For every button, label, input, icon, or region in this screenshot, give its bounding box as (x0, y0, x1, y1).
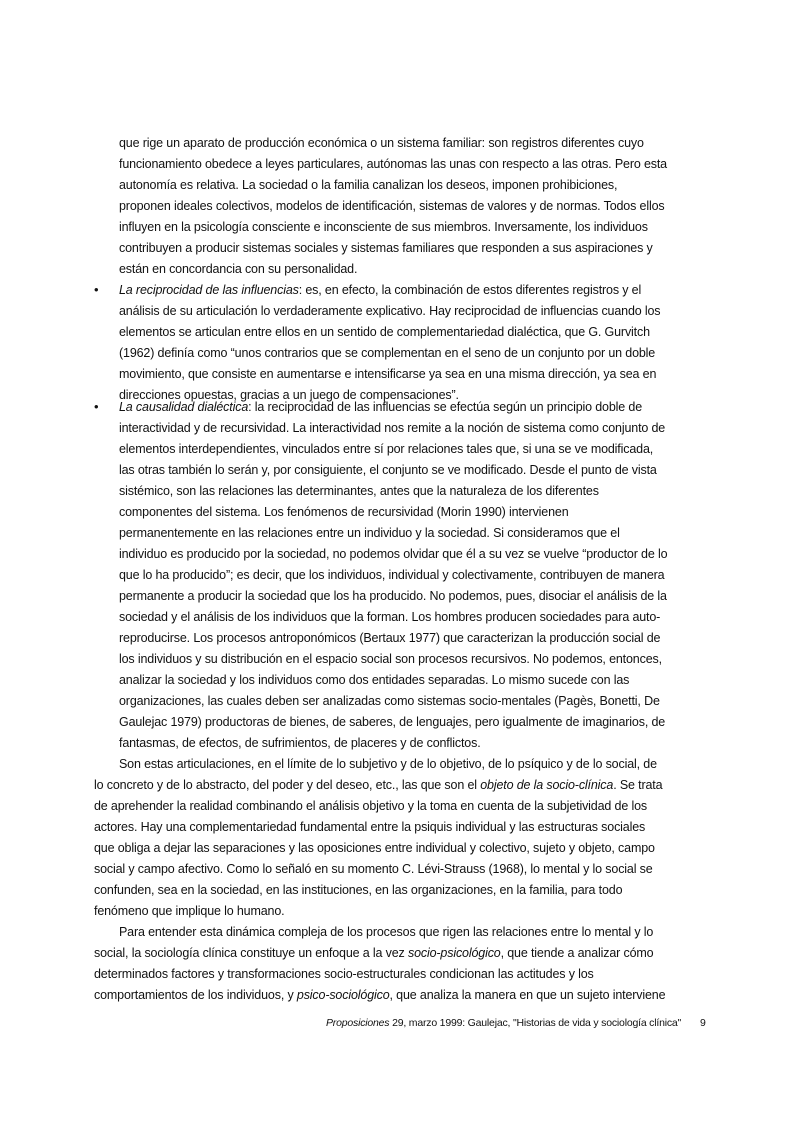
bullet-marker: • (94, 282, 99, 297)
page-number: 9 (700, 1017, 706, 1029)
text-line: determinados factores y transformaciones socio-estructurales condicionan las actitudes y los (94, 967, 594, 981)
text-span: . Se trata (613, 778, 663, 792)
text-line: que rige un aparato de producción económica o un sistema familiar: son registros diferentes cuyo (119, 136, 644, 150)
emphasis-text: socio-psicológico (407, 946, 501, 960)
footer-citation (326, 1014, 681, 1032)
text-line: están en concordancia con su personalidad. (119, 262, 358, 276)
text-line: funcionamiento obedece a leyes particulares, autónomas las unas con respecto a las otras. Pero esta (119, 157, 667, 171)
text-line: elementos se articulan entre ellos en un sentido de complementariedad dialéctica, que G. Gurvitch (119, 325, 650, 339)
text-line: interactividad y de recursividad. La interactividad nos remite a la noción de sistema como conjunto de (119, 421, 666, 435)
text-line: de aprehender la realidad combinando el análisis objetivo y la toma en cuenta de la subjetividad de los (94, 799, 647, 813)
text-line (119, 280, 641, 301)
bullet-term: La causalidad dialéctica (119, 400, 249, 414)
text-line: confunden, sea en la sociedad, en las instituciones, en las organizaciones, en la familia, para todo (94, 883, 623, 897)
text-line: Gaulejac 1979) productoras de bienes, de saberes, de lenguajes, pero igualmente de imaginarios, de (119, 715, 666, 729)
text-line: actores. Hay una complementariedad fundamental entre la psiquis individual y las estructuras sociales (94, 820, 646, 834)
text-line: elementos interdependientes, vinculados entre sí por relaciones tales que, si una se ve modificada, (119, 442, 654, 456)
text-line: permanentemente en las relaciones entre un individuo y la sociedad. Si consideramos que el (119, 526, 620, 540)
text-line: que lo ha producido”; es decir, que los individuos, individual y colectivamente, contribuyen de manera (119, 568, 665, 582)
text-line (94, 775, 662, 796)
text-line: sistémico, son las relaciones las determinantes, antes que la naturaleza de los diferentes (119, 484, 599, 498)
text-line: sociedad y el análisis de los individuos que la forman. Los hombres producen sociedades para auto- (119, 610, 661, 624)
text-line: Son estas articulaciones, en el límite de lo subjetivo y de lo objetivo, de lo psíquico y de lo social, de (119, 757, 657, 771)
text-line: proponen ideales colectivos, modelos de identificación, sistemas de valores y de normas. Todos ellos (119, 199, 665, 213)
text-span: : es, en efecto, la combinación de estos diferentes registros y el (298, 283, 642, 297)
text-span: , que tiende a analizar cómo (500, 946, 654, 960)
text-line: individuo es producido por la sociedad, no podemos olvidar que él a su vez se vuelve “productor de lo (119, 547, 668, 561)
text-line: reproducirse. Los procesos antroponómicos (Bertaux 1977) que caracterizan la producción social de (119, 631, 661, 645)
text-line: permanente a producir la sociedad que los ha producido. No podemos, pues, disociar el análisis de la (119, 589, 667, 603)
text-line: Para entender esta dinámica compleja de los procesos que rigen las relaciones entre lo mental y lo (119, 925, 654, 939)
text-line: los individuos y su distribución en el espacio social son procesos recursivos. No podemos, entonces, (119, 652, 662, 666)
text-line: fenómeno que implique lo humano. (94, 904, 285, 918)
text-line: autonomía es relativa. La sociedad o la familia canalizan los deseos, imponen prohibiciones, (119, 178, 618, 192)
bullet-term: La reciprocidad de las influencias (119, 283, 299, 297)
citation-text: 29, marzo 1999: Gaulejac, "Historias de vida y sociología clínica" (389, 1017, 682, 1029)
text-line (94, 985, 665, 1006)
text-line: (1962) definía como “unos contrarios que se complementan en el seno de un conjunto por un doble (119, 346, 656, 360)
text-span: social, la sociología clínica constituye un enfoque a la vez (94, 946, 408, 960)
text-span: : la reciprocidad de las influencias se efectúa según un principio doble de (248, 400, 643, 414)
text-span: comportamientos de los individuos, y (94, 988, 297, 1002)
text-line: movimiento, que consiste en aumentarse e intensificarse ya sea en una misma dirección, ya sea en (119, 367, 657, 381)
text-line: contribuyen a producir sistemas sociales y sistemas familiares que responden a sus aspiraciones y (119, 241, 653, 255)
emphasis-text: objeto de la socio-clínica (480, 778, 614, 792)
text-span: lo concreto y de lo abstracto, del poder y del deseo, etc., las que son el (94, 778, 481, 792)
text-line: análisis de su articulación lo verdaderamente explicativo. Hay reciprocidad de influencias cuando los (119, 304, 661, 318)
text-span: , que analiza la manera en que un sujeto interviene (389, 988, 666, 1002)
journal-name: Proposiciones (326, 1017, 390, 1029)
text-line: fantasmas, de efectos, de sufrimientos, de placeres y de conflictos. (119, 736, 481, 750)
text-line: organizaciones, las cuales deben ser analizadas como sistemas socio-mentales (Pagès, Bonetti, De (119, 694, 660, 708)
text-line: social y campo afectivo. Como lo señaló en su momento C. Lévi-Strauss (1968), lo mental y lo social se (94, 862, 653, 876)
text-line: influyen en la psicología consciente e inconsciente de sus miembros. Inversamente, los individuos (119, 220, 648, 234)
text-line: componentes del sistema. Los fenómenos de recursividad (Morin 1990) intervienen (119, 505, 569, 519)
text-line: direcciones opuestas, gracias a un juego de compensaciones”. (119, 388, 459, 402)
text-line: las otras también lo serán y, por consiguiente, el conjunto se ve modificado. Desde el punto de vista (119, 463, 657, 477)
text-line: analizar la sociedad y los individuos como dos entidades separadas. Lo mismo sucede con las (119, 673, 630, 687)
text-line (119, 397, 642, 418)
text-line: que obliga a dejar las separaciones y las oposiciones entre individual y colectivo, sujeto y objeto, campo (94, 841, 655, 855)
text-line (94, 943, 653, 964)
bullet-marker: • (94, 399, 99, 414)
emphasis-text: psico-sociológico (296, 988, 390, 1002)
